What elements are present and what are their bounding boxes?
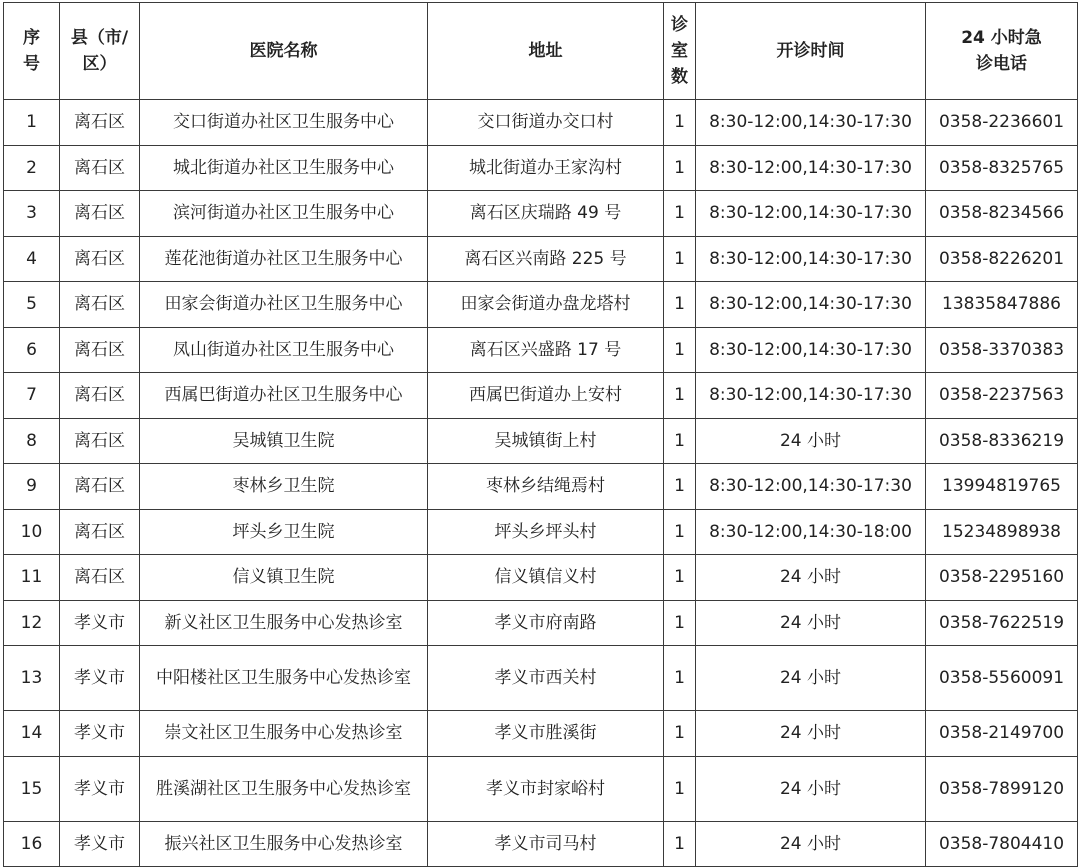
header-phone: 24 小时急诊电话 bbox=[926, 3, 1078, 100]
table-row bbox=[4, 373, 1078, 419]
cell-address: 孝义市胜溪街 bbox=[428, 711, 664, 757]
cell-name: 凤山街道办社区卫生服务中心 bbox=[140, 327, 428, 373]
cell-name: 中阳楼社区卫生服务中心发热诊室 bbox=[140, 646, 428, 711]
cell-county: 离石区 bbox=[60, 464, 140, 510]
cell-phone: 0358-8336219 bbox=[926, 418, 1078, 464]
cell-name: 西属巴街道办社区卫生服务中心 bbox=[140, 373, 428, 419]
cell-name: 滨河街道办社区卫生服务中心 bbox=[140, 191, 428, 237]
cell-phone: 0358-2236601 bbox=[926, 100, 1078, 146]
cell-phone: 0358-2237563 bbox=[926, 373, 1078, 419]
header-row bbox=[4, 3, 1078, 100]
cell-address: 信义镇信义村 bbox=[428, 555, 664, 601]
cell-name: 坪头乡卫生院 bbox=[140, 509, 428, 555]
cell-rooms: 1 bbox=[664, 464, 696, 510]
cell-address: 吴城镇街上村 bbox=[428, 418, 664, 464]
cell-rooms: 1 bbox=[664, 282, 696, 328]
cell-name: 交口街道办社区卫生服务中心 bbox=[140, 100, 428, 146]
cell-hours: 24 小时 bbox=[696, 418, 926, 464]
cell-seq: 3 bbox=[4, 191, 60, 237]
table-row bbox=[4, 236, 1078, 282]
cell-rooms: 1 bbox=[664, 373, 696, 419]
table-row bbox=[4, 509, 1078, 555]
cell-rooms: 1 bbox=[664, 145, 696, 191]
cell-phone: 0358-7804410 bbox=[926, 821, 1078, 867]
cell-hours: 8:30-12:00,14:30-18:00 bbox=[696, 509, 926, 555]
cell-county: 孝义市 bbox=[60, 646, 140, 711]
cell-seq: 12 bbox=[4, 600, 60, 646]
cell-name: 振兴社区卫生服务中心发热诊室 bbox=[140, 821, 428, 867]
cell-address: 坪头乡坪头村 bbox=[428, 509, 664, 555]
header-name: 医院名称 bbox=[140, 3, 428, 100]
table-row bbox=[4, 191, 1078, 237]
cell-rooms: 1 bbox=[664, 821, 696, 867]
cell-county: 离石区 bbox=[60, 418, 140, 464]
table-row bbox=[4, 418, 1078, 464]
cell-name: 信义镇卫生院 bbox=[140, 555, 428, 601]
cell-hours: 24 小时 bbox=[696, 555, 926, 601]
cell-rooms: 1 bbox=[664, 711, 696, 757]
cell-hours: 24 小时 bbox=[696, 821, 926, 867]
table-row bbox=[4, 646, 1078, 711]
clinic-table bbox=[3, 2, 1078, 867]
cell-address: 孝义市府南路 bbox=[428, 600, 664, 646]
cell-rooms: 1 bbox=[664, 191, 696, 237]
cell-address: 西属巴街道办上安村 bbox=[428, 373, 664, 419]
cell-phone: 0358-7899120 bbox=[926, 756, 1078, 821]
cell-phone: 0358-3370383 bbox=[926, 327, 1078, 373]
cell-seq: 9 bbox=[4, 464, 60, 510]
header-county: 县（市/区） bbox=[60, 3, 140, 100]
cell-name: 莲花池街道办社区卫生服务中心 bbox=[140, 236, 428, 282]
cell-county: 离石区 bbox=[60, 555, 140, 601]
cell-county: 孝义市 bbox=[60, 756, 140, 821]
table-row bbox=[4, 100, 1078, 146]
cell-rooms: 1 bbox=[664, 327, 696, 373]
cell-address: 离石区兴盛路 17 号 bbox=[428, 327, 664, 373]
table-row bbox=[4, 711, 1078, 757]
table-row bbox=[4, 327, 1078, 373]
cell-rooms: 1 bbox=[664, 600, 696, 646]
cell-name: 吴城镇卫生院 bbox=[140, 418, 428, 464]
cell-seq: 8 bbox=[4, 418, 60, 464]
cell-seq: 11 bbox=[4, 555, 60, 601]
cell-name: 田家会街道办社区卫生服务中心 bbox=[140, 282, 428, 328]
cell-hours: 8:30-12:00,14:30-17:30 bbox=[696, 464, 926, 510]
cell-county: 离石区 bbox=[60, 145, 140, 191]
cell-phone: 0358-8325765 bbox=[926, 145, 1078, 191]
cell-phone: 0358-8226201 bbox=[926, 236, 1078, 282]
cell-hours: 8:30-12:00,14:30-17:30 bbox=[696, 100, 926, 146]
header-seq: 序号 bbox=[4, 3, 60, 100]
cell-address: 离石区兴南路 225 号 bbox=[428, 236, 664, 282]
cell-phone: 15234898938 bbox=[926, 509, 1078, 555]
cell-seq: 2 bbox=[4, 145, 60, 191]
header-address: 地址 bbox=[428, 3, 664, 100]
table-body bbox=[4, 100, 1078, 867]
cell-county: 离石区 bbox=[60, 236, 140, 282]
table-row bbox=[4, 756, 1078, 821]
cell-hours: 8:30-12:00,14:30-17:30 bbox=[696, 327, 926, 373]
table-row bbox=[4, 600, 1078, 646]
cell-county: 离石区 bbox=[60, 373, 140, 419]
cell-rooms: 1 bbox=[664, 100, 696, 146]
cell-phone: 13994819765 bbox=[926, 464, 1078, 510]
table-row bbox=[4, 464, 1078, 510]
table-row bbox=[4, 282, 1078, 328]
cell-hours: 24 小时 bbox=[696, 711, 926, 757]
cell-phone: 0358-2149700 bbox=[926, 711, 1078, 757]
cell-county: 孝义市 bbox=[60, 711, 140, 757]
cell-seq: 6 bbox=[4, 327, 60, 373]
cell-county: 离石区 bbox=[60, 100, 140, 146]
cell-rooms: 1 bbox=[664, 418, 696, 464]
cell-hours: 8:30-12:00,14:30-17:30 bbox=[696, 236, 926, 282]
cell-rooms: 1 bbox=[664, 509, 696, 555]
header-hours: 开诊时间 bbox=[696, 3, 926, 100]
cell-hours: 24 小时 bbox=[696, 756, 926, 821]
cell-county: 离石区 bbox=[60, 509, 140, 555]
cell-seq: 14 bbox=[4, 711, 60, 757]
cell-phone: 0358-5560091 bbox=[926, 646, 1078, 711]
table-row bbox=[4, 555, 1078, 601]
cell-county: 离石区 bbox=[60, 327, 140, 373]
cell-county: 孝义市 bbox=[60, 821, 140, 867]
cell-address: 城北街道办王家沟村 bbox=[428, 145, 664, 191]
cell-hours: 8:30-12:00,14:30-17:30 bbox=[696, 191, 926, 237]
cell-address: 孝义市西关村 bbox=[428, 646, 664, 711]
cell-name: 崇文社区卫生服务中心发热诊室 bbox=[140, 711, 428, 757]
cell-address: 孝义市封家峪村 bbox=[428, 756, 664, 821]
cell-hours: 8:30-12:00,14:30-17:30 bbox=[696, 145, 926, 191]
cell-rooms: 1 bbox=[664, 646, 696, 711]
cell-seq: 16 bbox=[4, 821, 60, 867]
cell-hours: 24 小时 bbox=[696, 600, 926, 646]
cell-phone: 0358-2295160 bbox=[926, 555, 1078, 601]
cell-name: 枣林乡卫生院 bbox=[140, 464, 428, 510]
cell-hours: 24 小时 bbox=[696, 646, 926, 711]
cell-name: 城北街道办社区卫生服务中心 bbox=[140, 145, 428, 191]
cell-name: 新义社区卫生服务中心发热诊室 bbox=[140, 600, 428, 646]
cell-address: 枣林乡结绳焉村 bbox=[428, 464, 664, 510]
table-row bbox=[4, 145, 1078, 191]
cell-county: 离石区 bbox=[60, 282, 140, 328]
cell-hours: 8:30-12:00,14:30-17:30 bbox=[696, 282, 926, 328]
cell-address: 孝义市司马村 bbox=[428, 821, 664, 867]
cell-phone: 0358-8234566 bbox=[926, 191, 1078, 237]
cell-phone: 0358-7622519 bbox=[926, 600, 1078, 646]
cell-seq: 5 bbox=[4, 282, 60, 328]
header-rooms: 诊室数 bbox=[664, 3, 696, 100]
cell-seq: 13 bbox=[4, 646, 60, 711]
cell-address: 田家会街道办盘龙塔村 bbox=[428, 282, 664, 328]
cell-phone: 13835847886 bbox=[926, 282, 1078, 328]
cell-rooms: 1 bbox=[664, 236, 696, 282]
cell-address: 离石区庆瑞路 49 号 bbox=[428, 191, 664, 237]
cell-seq: 7 bbox=[4, 373, 60, 419]
cell-seq: 15 bbox=[4, 756, 60, 821]
cell-name: 胜溪湖社区卫生服务中心发热诊室 bbox=[140, 756, 428, 821]
cell-rooms: 1 bbox=[664, 756, 696, 821]
cell-seq: 1 bbox=[4, 100, 60, 146]
cell-county: 孝义市 bbox=[60, 600, 140, 646]
cell-address: 交口街道办交口村 bbox=[428, 100, 664, 146]
cell-county: 离石区 bbox=[60, 191, 140, 237]
table-row bbox=[4, 821, 1078, 867]
cell-seq: 10 bbox=[4, 509, 60, 555]
cell-seq: 4 bbox=[4, 236, 60, 282]
cell-rooms: 1 bbox=[664, 555, 696, 601]
cell-hours: 8:30-12:00,14:30-17:30 bbox=[696, 373, 926, 419]
